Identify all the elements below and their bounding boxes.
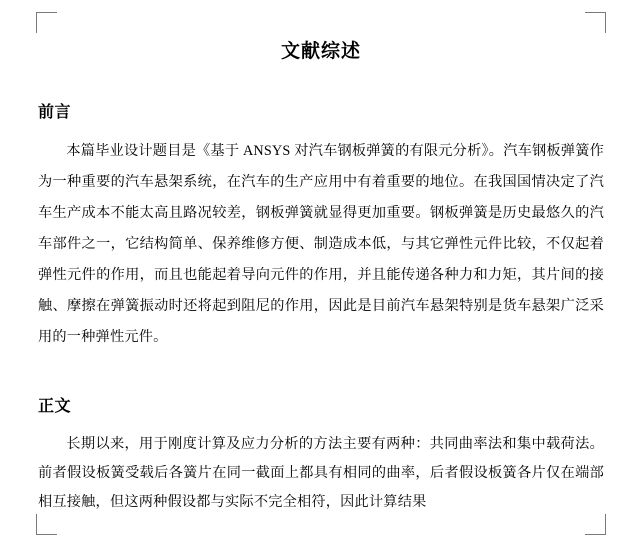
section-heading-preface: 前言 xyxy=(38,104,72,121)
page-title: 文献综述 xyxy=(280,41,361,62)
paragraph: 本篇毕业设计题目是《基于 ANSYS 对汽车钢板弹簧的有限元分析》。汽车钢板弹簧作为一种重要的汽车悬架系统，在汽车的生产应用中有着重要的地位。在我国国情决定了汽车生产成本不能太高且路况较差，钢板弹簧就显得更加重要。钢板弹簧是历史最悠久的汽车部件之一，它结构简单、保养维修方便、制造成本低，与其它弹性元件比较，不仅起着弹性元件的作用，而且也能起着导向元件的作用，并且能传递各种力和力矩，其片间的接触、摩擦在弹簧振动时还将起到阻尼的作用，因此是目前汽车悬架特别是货车悬架广泛采用的一种弹性元件。 xyxy=(38,143,604,345)
crop-mark-bottom-left xyxy=(36,514,57,535)
section-heading-main-text: 正文 xyxy=(38,398,72,415)
paragraph: 长期以来，用于刚度计算及应力分析的方法主要有两种：共同曲率法和集中载荷法。前者假设板簧受载后各簧片在同一截面上都具有相同的曲率，后者假设板簧各片仅在端部相互接触，但这两种假设都与实际不完全相符，因此计算结果 xyxy=(38,436,604,510)
crop-mark-bottom-right xyxy=(585,514,606,535)
document-body xyxy=(38,14,604,517)
